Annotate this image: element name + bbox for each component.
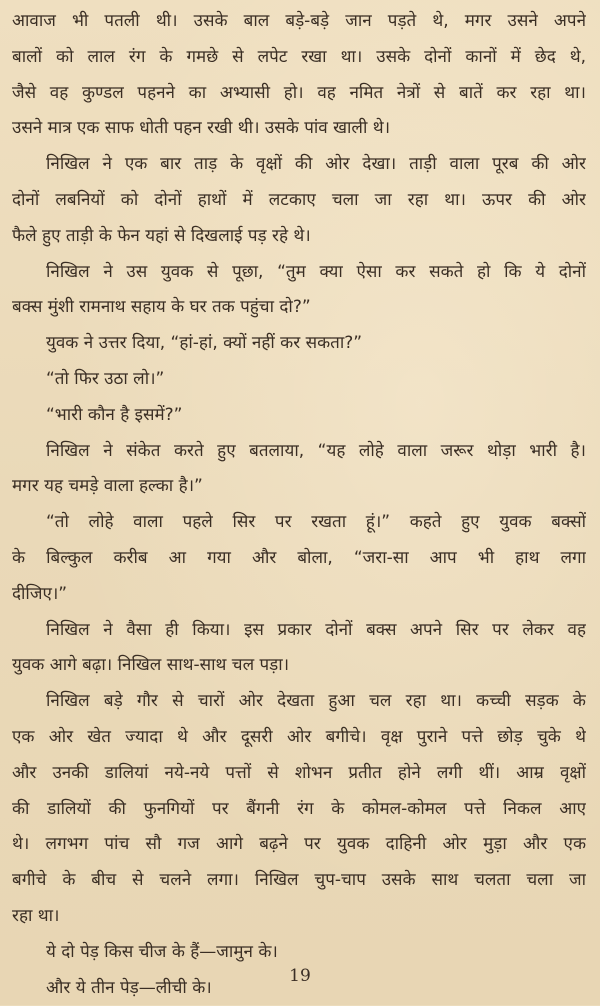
- text-line: “भारी कौन है इसमें?”: [46, 404, 183, 425]
- text-line: निखिल ने वैसा ही किया। इस प्रकार दोनों बक्स अपने सिर पर लेकर वह: [46, 619, 586, 640]
- text-line: उसने मात्र एक साफ धोती पहन रखी थी। उसके पांव खाली थे।: [12, 118, 391, 139]
- text-line: ये दो पेड़ किस चीज के हैं—जामुन के।: [46, 941, 278, 962]
- text-line: दीजिए।”: [12, 583, 68, 604]
- text-line: बगीचे के बीच से चलने लगा। निखिल चुप-चाप उसके साथ चलता चला जा: [12, 870, 586, 891]
- text-line: एक ओर खेत ज्यादा थे और दूसरी ओर बगीचे। वृक्ष पुराने पत्ते छोड़ चुके थे: [12, 726, 586, 747]
- text-line: युवक आगे बढ़ा। निखिल साथ-साथ चल पड़ा।: [12, 655, 290, 676]
- text-line: निखिल ने एक बार ताड़ के वृक्षों की ओर देखा। ताड़ी वाला पूरब की ओर: [46, 154, 586, 175]
- text-line: फैले हुए ताड़ी के फेन यहां से दिखलाई पड़ रहे थे।: [12, 225, 311, 246]
- text-line: और उनकी डालियां नये-नये पत्तों से शोभन प्रतीत होने लगी थीं। आम्र वृक्षों: [12, 762, 586, 783]
- text-line: बालों को लाल रंग के गमछे से लपेट रखा था। उसके दोनों कानों में छेद थे,: [12, 46, 586, 67]
- text-line: युवक ने उत्तर दिया, “हां-हां, क्यों नहीं कर सकता?”: [46, 333, 363, 354]
- text-line: “तो लोहे वाला पहले सिर पर रखता हूं।” कहते हुए युवक बक्सों: [46, 512, 586, 533]
- body-text: [12, 4, 586, 1006]
- text-line: की डालियों की फुनगियों पर बैंगनी रंग के कोमल-कोमल पत्ते निकल आए: [12, 798, 586, 819]
- text-line: रहा था।: [12, 905, 60, 926]
- page-number: 19: [289, 966, 311, 986]
- text-line: “तो फिर उठा लो।”: [46, 368, 165, 389]
- text-line: निखिल ने उस युवक से पूछा, “तुम क्या ऐसा कर सकते हो कि ये दोनों: [46, 261, 586, 282]
- text-line: निखिल बड़े गौर से चारों ओर देखता हुआ चल रहा था। कच्ची सड़क के: [46, 691, 586, 712]
- text-line: मगर यह चमड़े वाला हल्का है।”: [12, 476, 203, 497]
- text-line: के बिल्कुल करीब आ गया और बोला, “जरा-सा आप भी हाथ लगा: [12, 547, 586, 568]
- text-line: जैसे वह कुण्डल पहनने का अभ्यासी हो। वह नमित नेत्रों से बातें कर रहा था।: [12, 82, 586, 103]
- text-line: निखिल ने संकेत करते हुए बतलाया, “यह लोहे वाला जरूर थोड़ा भारी है।: [46, 440, 586, 461]
- text-line: आवाज भी पतली थी। उसके बाल बड़े-बड़े जान पड़ते थे, मगर उसने अपने: [12, 11, 586, 31]
- text-line: और ये तीन पेड़—लीची के।: [46, 977, 212, 998]
- text-line: बक्स मुंशी रामनाथ सहाय के घर तक पहुंचा दो?”: [12, 297, 311, 318]
- text-line: थे। लगभग पांच सौ गज आगे बढ़ने पर युवक दाहिनी ओर मुड़ा और एक: [12, 834, 586, 855]
- text-line: दोनों लबनियों को दोनों हाथों में लटकाए चला जा रहा था। ऊपर की ओर: [12, 189, 586, 210]
